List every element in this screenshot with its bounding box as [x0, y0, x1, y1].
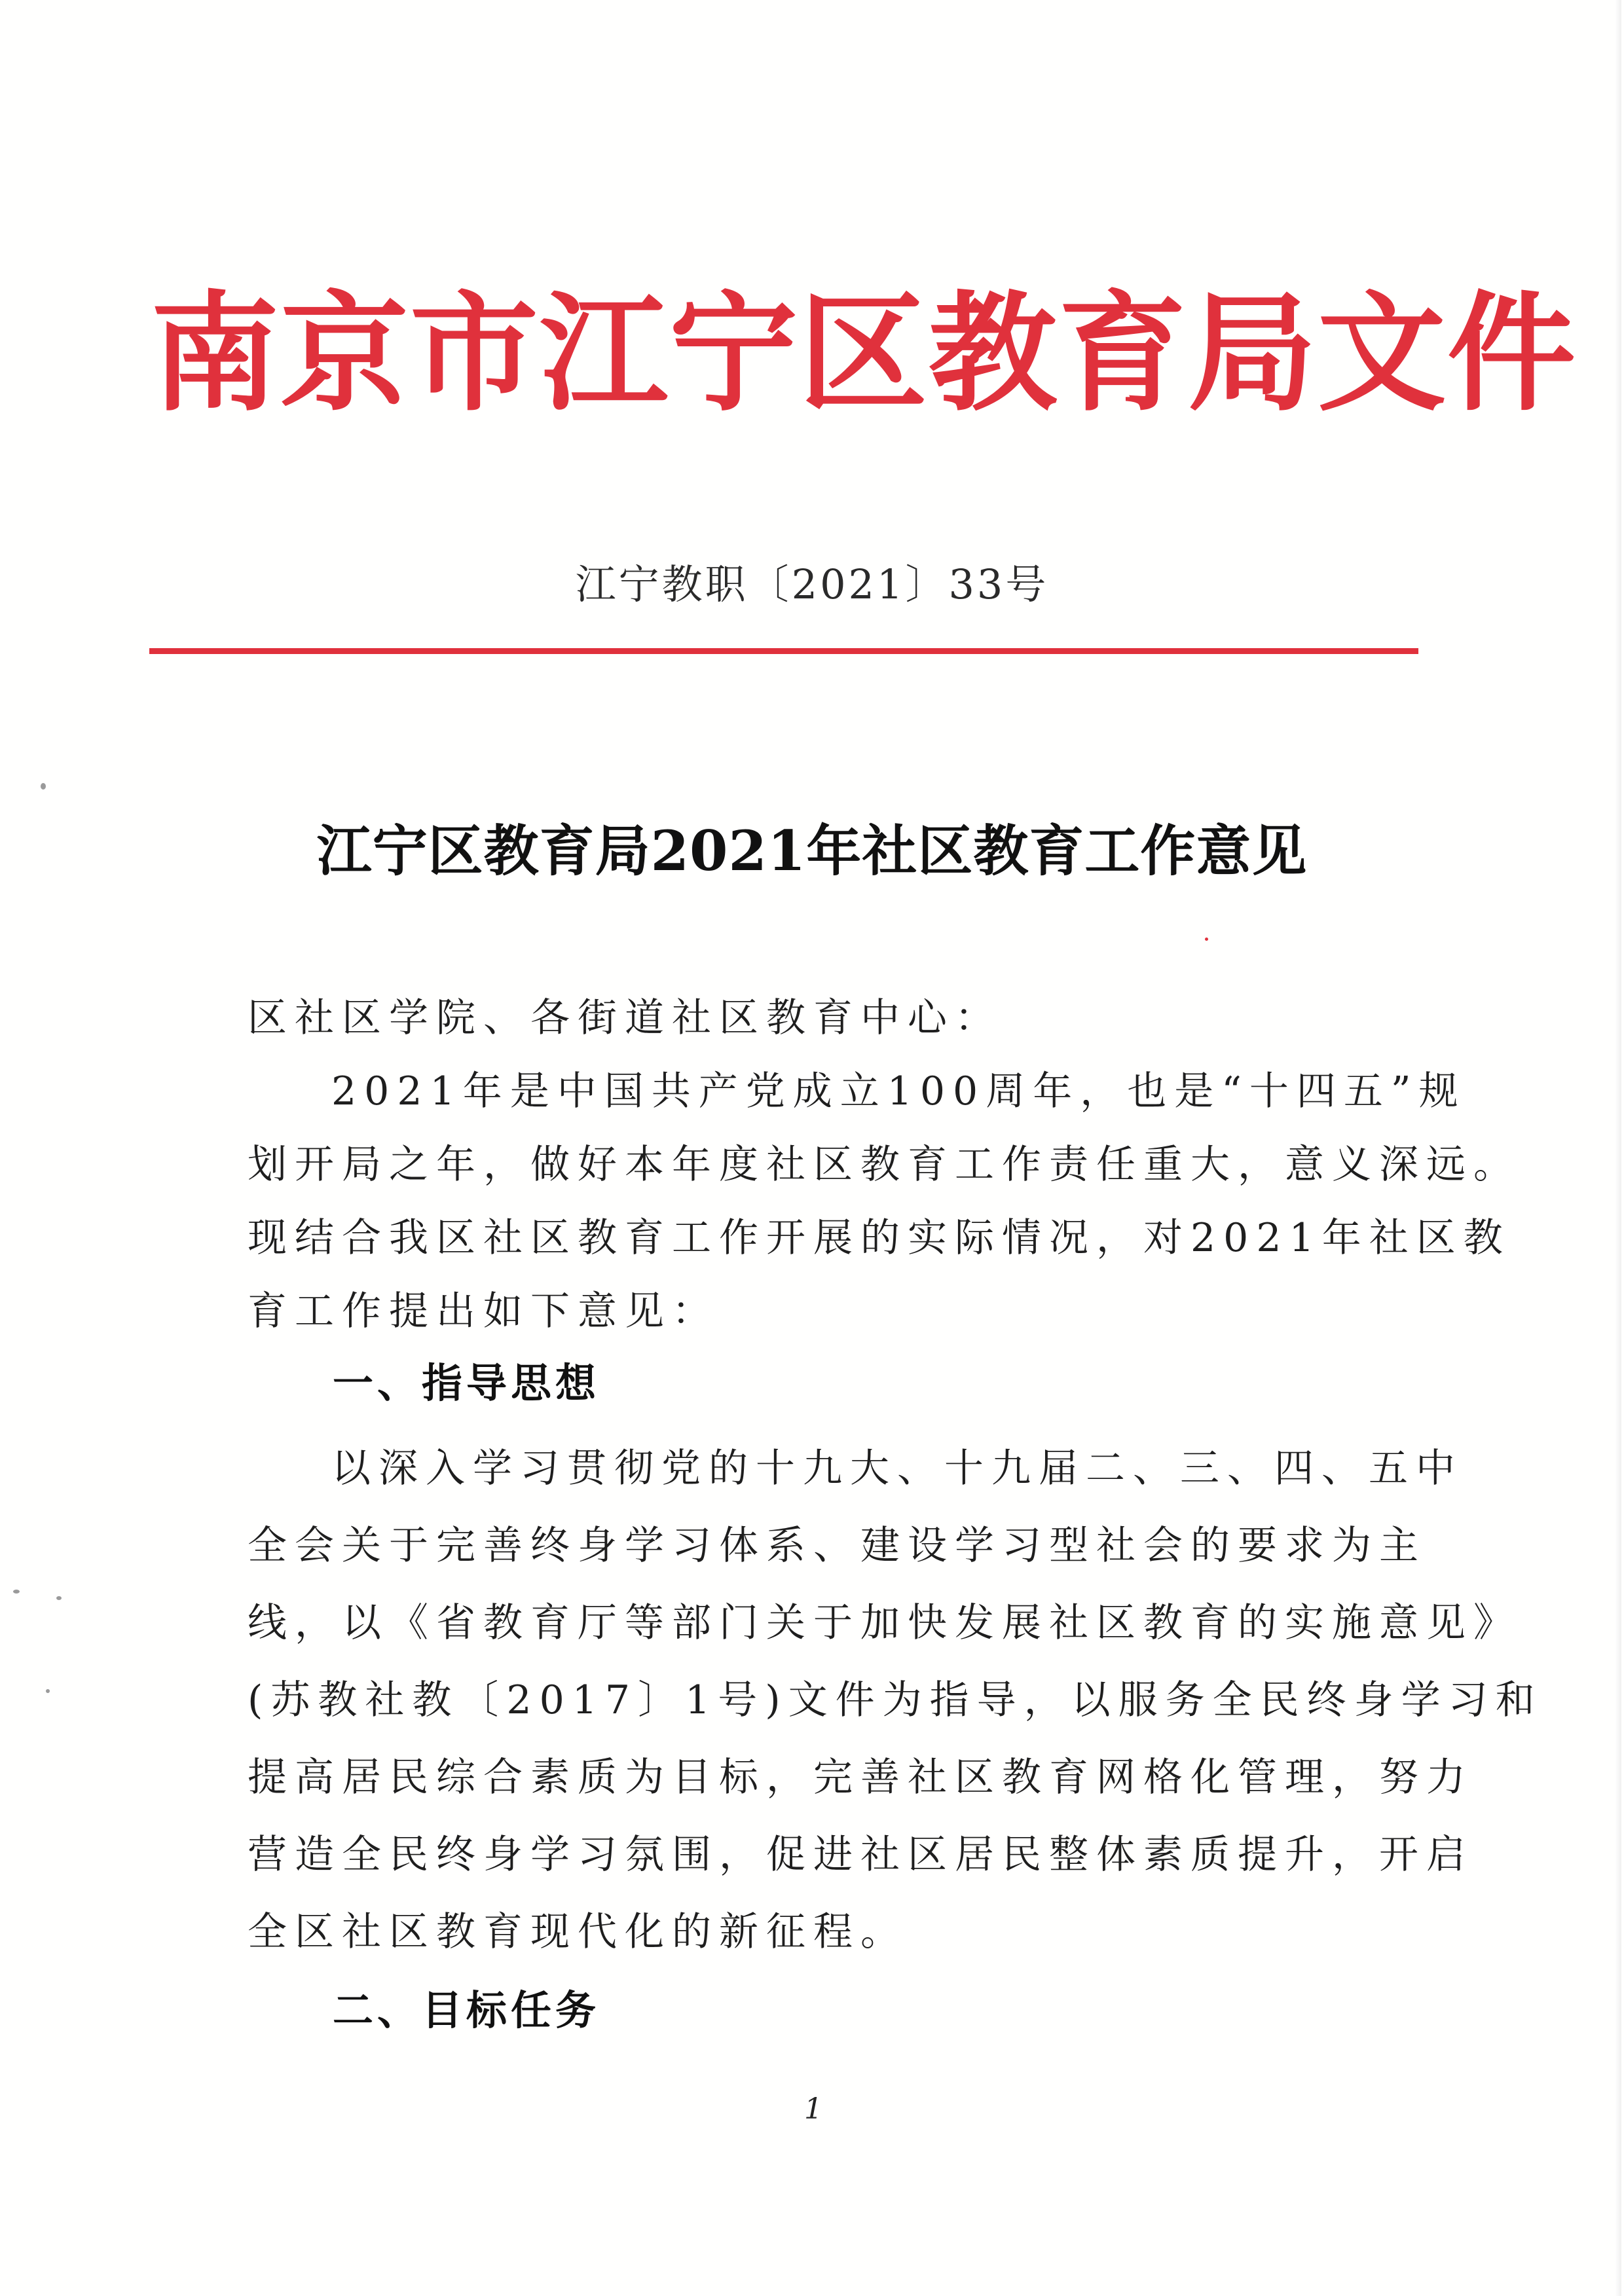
- section1-line: 全区社区教育现代化的新征程。: [248, 1909, 908, 1955]
- section1-line: (苏教社教〔2017〕1号)文件为指导，以服务全民终身学习和: [248, 1677, 1543, 1723]
- document-number: 江宁教职〔2021〕33号: [575, 560, 1049, 608]
- section1-line: 线，以《省教育厅等部门关于加快发展社区教育的实施意见》: [248, 1600, 1521, 1646]
- intro-line: 育工作提出如下意见：: [248, 1288, 719, 1334]
- section1-line: 营造全民终身学习氛围，促进社区居民整体素质提升，开启: [248, 1832, 1473, 1878]
- section-heading-guiding-thought: 一、指导思想: [333, 1359, 600, 1407]
- page-number: 1: [804, 2092, 822, 2126]
- section1-line: 提高居民综合素质为目标，完善社区教育网格化管理，努力: [248, 1755, 1473, 1800]
- scan-edge-shadow: [1615, 0, 1621, 2296]
- section-heading-goals: 二、目标任务: [333, 1986, 600, 2034]
- intro-line: 划开局之年，做好本年度社区教育工作责任重大，意义深远。: [248, 1142, 1521, 1188]
- scan-speck: [56, 1596, 62, 1600]
- section1-line: 全会关于完善终身学习体系、建设学习型社会的要求为主: [248, 1523, 1426, 1569]
- scan-speck: [46, 1689, 50, 1693]
- scan-speck: [1205, 938, 1208, 941]
- masthead-title: 南京市江宁区教育局文件: [151, 278, 1578, 429]
- red-divider-line: [149, 648, 1418, 654]
- section1-line: 以深入学习贯彻党的十九大、十九届二、三、四、五中: [331, 1446, 1463, 1491]
- intro-line: 2021年是中国共产党成立100周年，也是“十四五”规: [331, 1068, 1466, 1114]
- addressee: 区社区学院、各街道社区教育中心：: [248, 995, 1002, 1041]
- document-title: 江宁区教育局2021年社区教育工作意见: [316, 818, 1308, 883]
- scan-speck: [13, 1590, 20, 1594]
- scan-speck: [41, 783, 46, 790]
- intro-line: 现结合我区社区教育工作开展的实际情况，对2021年社区教: [248, 1215, 1511, 1261]
